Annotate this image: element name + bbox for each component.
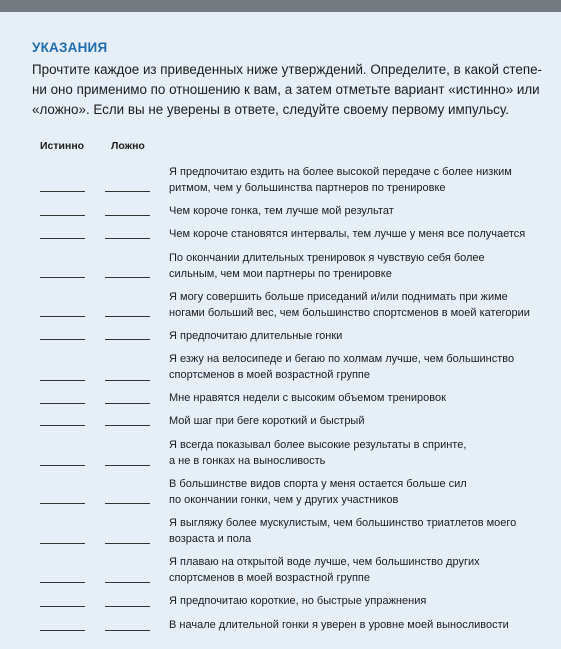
answer-blank-false[interactable] [105,543,150,544]
statement-text [169,593,549,609]
answer-blank-false[interactable] [105,403,150,404]
statement-line: Я предпочитаю короткие, но быстрые упражнения [169,595,427,607]
answer-blank-true[interactable] [40,238,85,239]
statement-line: Чем короче становятся интервалы, тем лучше у меня все получается [169,228,526,240]
answer-blank-false[interactable] [105,465,150,466]
answer-blank-false[interactable] [105,191,150,192]
statement-line: ногами больший вес, чем большинство спортсменов в моей категории [169,307,530,319]
answer-blank-false[interactable] [105,277,150,278]
statement-text [169,515,549,547]
answer-blank-false[interactable] [105,503,150,504]
instructions-title: УКАЗАНИЯ [32,40,108,55]
statement-text [169,351,549,383]
answer-blank-false[interactable] [105,380,150,381]
statement-line: В большинстве видов спорта у меня остается больше сил [169,478,467,490]
answer-blank-true[interactable] [40,465,85,466]
statement-line: а не в гонках на выносливость [169,455,326,467]
answer-blank-true[interactable] [40,425,85,426]
statement-line: Мой шаг при беге короткий и быстрый [169,415,365,427]
statement-text [169,554,549,586]
statement-text [169,328,549,344]
top-bar [0,0,561,12]
answer-blank-true[interactable] [40,606,85,607]
statement-text [169,437,549,469]
answer-blank-true[interactable] [40,582,85,583]
instructions-line: «ложно». Если вы не уверены в ответе, следуйте своему первому импульсу. [32,102,509,117]
statement-line: спортсменов в моей возрастной группе [169,572,370,584]
statement-text [169,413,549,429]
column-header-true: Истинно [40,140,85,152]
statement-text [169,390,549,406]
statement-text [169,289,549,321]
answer-blank-true[interactable] [40,630,85,631]
statement-text [169,203,549,219]
statement-text [169,226,549,242]
statement-line: По окончании длительных тренировок я чувствую себя более [169,252,485,264]
statement-line: Я могу совершить больше приседаний и/или поднимать при жиме [169,291,508,303]
statement-line: по окончании гонки, чем у других участников [169,494,399,506]
answer-blank-true[interactable] [40,403,85,404]
statement-line: Я предпочитаю ездить на более высокой передаче с более низким [169,166,512,178]
instructions-text [32,60,544,120]
statement-text [169,476,549,508]
answer-blank-false[interactable] [105,425,150,426]
statement-line: Я всегда показывал более высокие результаты в спринте, [169,439,467,451]
answer-blank-false[interactable] [105,316,150,317]
column-header-false: Ложно [111,140,145,152]
answer-blank-true[interactable] [40,503,85,504]
statement-text [169,250,549,282]
statement-line: Я предпочитаю длительные гонки [169,330,343,342]
answer-blank-true[interactable] [40,339,85,340]
statement-line: сильным, чем мои партнеры по тренировке [169,268,392,280]
statement-line: ритмом, чем у большинства партнеров по тренировке [169,182,446,194]
statement-line: В начале длительной гонки я уверен в уровне моей выносливости [169,619,509,631]
statement-text [169,617,549,633]
answer-blank-false[interactable] [105,215,150,216]
answer-blank-true[interactable] [40,543,85,544]
answer-blank-true[interactable] [40,277,85,278]
statement-line: Я выгляжу более мускулистым, чем большинство триатлетов моего [169,517,517,529]
answer-blank-true[interactable] [40,191,85,192]
answer-blank-false[interactable] [105,339,150,340]
statement-text [169,164,549,196]
answer-blank-true[interactable] [40,380,85,381]
answer-blank-false[interactable] [105,606,150,607]
instructions-line: ни оно применимо по отношению к вам, а затем отметьте вариант «истинно» или [32,82,540,97]
answer-blank-true[interactable] [40,316,85,317]
statement-line: Я плаваю на открытой воде лучше, чем большинство других [169,556,480,568]
answer-blank-false[interactable] [105,582,150,583]
statement-line: спортсменов в моей возрастной группе [169,369,370,381]
instructions-line: Прочтите каждое из приведенных ниже утверждений. Определите, в какой степе- [32,62,542,77]
answer-blank-true[interactable] [40,215,85,216]
answer-blank-false[interactable] [105,630,150,631]
statement-line: Чем короче гонка, тем лучше мой результат [169,205,394,217]
statement-line: возраста и пола [169,533,252,545]
answer-blank-false[interactable] [105,238,150,239]
statement-line: Мне нравятся недели с высоким объемом тренировок [169,392,446,404]
statement-line: Я езжу на велосипеде и бегаю по холмам лучше, чем большинство [169,353,515,365]
